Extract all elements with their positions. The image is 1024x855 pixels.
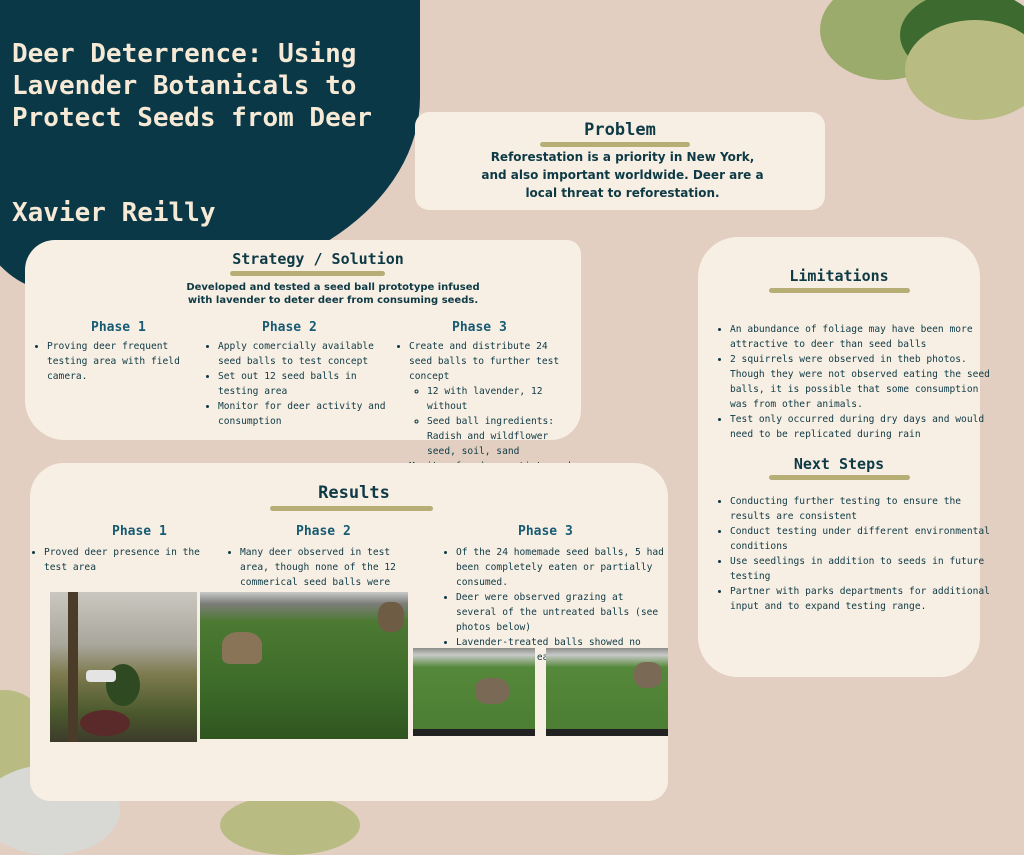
camera-timestamp-bar — [413, 729, 535, 736]
car — [86, 670, 116, 682]
deer-silhouette — [378, 602, 404, 632]
results-phase-2-title: Phase 2 — [296, 524, 351, 539]
problem-heading: Problem — [584, 120, 656, 140]
heading-underline — [540, 142, 690, 147]
deer-silhouette — [475, 678, 509, 704]
list-item: • Conducting further testing to ensure the results are consistent — [730, 494, 990, 524]
phase-3-deer-photo-1 — [413, 648, 535, 736]
heading-underline — [230, 271, 385, 276]
strategy-phase-3-sublist — [409, 384, 574, 459]
strategy-phase-3-title: Phase 3 — [452, 320, 507, 335]
strategy-phase-1-title: Phase 1 — [91, 320, 146, 335]
results-card — [30, 463, 668, 801]
phase-3-deer-photo-2 — [546, 648, 668, 736]
list-item: ◦ Seed ball ingredients: Radish and wildflower seed, soil, sand — [427, 414, 574, 459]
list-item: • Monitor for deer activity and consumption — [218, 399, 393, 429]
list-item: • Many deer observed in test area, though none of the 12 commerical seed balls were — [240, 545, 420, 605]
phase-2-deer-photo — [200, 592, 408, 739]
next-steps-list — [718, 494, 990, 614]
author-name: Xavier Reilly — [12, 198, 216, 228]
results-heading: Results — [318, 483, 390, 503]
bush-decoration — [220, 795, 360, 855]
deer-silhouette — [222, 632, 262, 664]
list-item: • Proved deer presence in the test area — [44, 545, 204, 575]
list-item: • Create and distribute 24 seed balls to further test concept — [409, 339, 574, 384]
list-item: ◦ 12 with lavender, 12 without — [427, 384, 574, 414]
strategy-phase-1-list — [35, 339, 207, 384]
heading-underline — [769, 475, 910, 480]
heading-underline — [769, 288, 910, 293]
results-phase-3-title: Phase 3 — [518, 524, 573, 539]
deer-silhouette — [634, 662, 662, 688]
phase-1-camera-photo — [50, 592, 197, 742]
list-item: • Of the 24 homemade seed balls, 5 had been completely eaten or partially consumed. — [456, 545, 666, 590]
strategy-phase-2-title: Phase 2 — [262, 320, 317, 335]
strategy-heading: Strategy / Solution — [232, 250, 404, 268]
limitations-heading: Limitations — [789, 267, 889, 285]
limitations-card — [698, 237, 990, 677]
red-shrub — [80, 710, 130, 736]
strategy-card — [25, 240, 581, 457]
list-item: • Lavender-treated balls showed no — [456, 635, 666, 680]
problem-text: Reforestation is a priority in New York, and also important worldwide. Deer are a local threat to reforestation. — [481, 150, 764, 200]
strategy-intro-line1: Developed and tested a seed ball prototype infused — [186, 282, 480, 293]
list-item: • Partner with parks departments for additional input and to expand testing range. — [730, 584, 990, 614]
results-phase-1-title: Phase 1 — [112, 524, 167, 539]
list-item: • Conduct testing under different environmental conditions — [730, 524, 990, 554]
strategy-intro-line2: with lavender to deter deer from consuming seeds. — [187, 295, 479, 306]
results-phase-1-list — [32, 545, 204, 575]
list-item: • Test only occurred during dry days and would need to be replicated during rain — [730, 412, 990, 442]
list-item: • Proving deer frequent testing area with field camera. — [47, 339, 207, 384]
next-steps-heading: Next Steps — [793, 455, 885, 473]
bush-decoration — [905, 20, 1024, 120]
list-item: • Apply comercially available seed balls to test concept — [218, 339, 393, 369]
list-item: • Deer were observed grazing at several of the untreated balls (see photos below) — [456, 590, 666, 635]
poster-title: Deer Deterrence: Using Lavender Botanicals to Protect Seeds from Deer — [12, 39, 373, 133]
strategy-phase-2-list — [206, 339, 393, 429]
tree-trunk — [68, 592, 78, 742]
list-item: • Use seedlings in addition to seeds in future testing — [730, 554, 990, 584]
problem-card — [415, 112, 825, 210]
list-item: • Set out 12 seed balls in testing area — [218, 369, 393, 399]
camera-timestamp-bar — [546, 729, 668, 736]
list-item: • An abundance of foliage may have been more attractive to deer than seed balls — [730, 322, 990, 352]
limitations-list — [718, 322, 990, 442]
heading-underline — [270, 506, 433, 511]
list-item: • 2 squirrels were observed in theb photos. Though they were not observed eating the seed balls, it is possible that some consumption was from other animals. — [730, 352, 990, 412]
